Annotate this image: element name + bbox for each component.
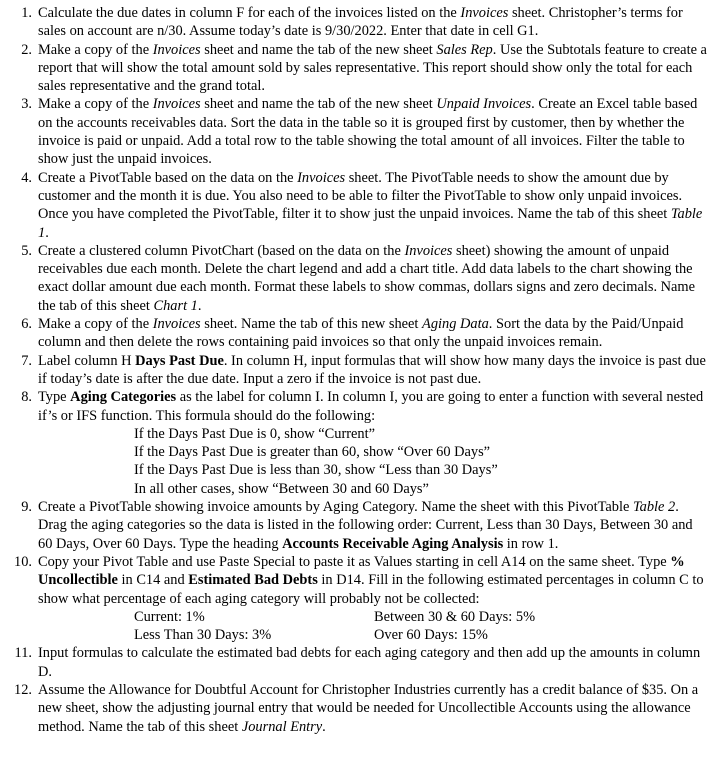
italic-term: Invoices	[404, 242, 453, 259]
text-run: Create a PivotTable showing invoice amounts by Aging Category. Name the sheet with this PivotTable	[38, 499, 633, 516]
text-run: Make a copy of the	[38, 316, 153, 333]
text-run: sheet and name the tab of the new sheet	[200, 96, 437, 113]
task-text	[38, 96, 697, 167]
text-run: Type	[38, 389, 71, 406]
task-number: 8.	[21, 389, 32, 406]
task-number: 4.	[21, 169, 32, 186]
italic-term: Invoices	[460, 5, 509, 21]
text-run: . In column H, input formulas that will show how many days the invoice is past due if today’s date is after the due date. Input a zero if the invoice is not past due.	[38, 352, 706, 387]
text-run: Calculate the due dates in column F for each of the invoices listed on the	[38, 5, 461, 21]
task-number: 11.	[14, 645, 32, 662]
text-run: Make a copy of the	[38, 96, 153, 113]
task-text	[38, 682, 698, 735]
task-number: 3.	[21, 96, 32, 113]
task-text	[38, 353, 706, 387]
bold-term: Accounts Receivable Aging Analysis	[282, 535, 504, 552]
italic-term: Table 2	[632, 499, 676, 516]
task-text	[38, 5, 683, 39]
text-run: Create a PivotTable based on the data on the	[38, 169, 298, 186]
text-run: Label column H	[38, 352, 136, 369]
aging-rule-line: If the Days Past Due is greater than 60, show “Over 60 Days”	[134, 444, 491, 461]
task-number: 2.	[21, 41, 32, 58]
text-run: .	[322, 718, 326, 735]
percentage-cell: Between 30 & 60 Days: 5%	[374, 608, 536, 625]
task-item-11	[12, 644, 707, 681]
italic-term: Chart 1	[153, 297, 198, 314]
task-number: 6.	[21, 316, 32, 333]
text-run: in D14. Fill in the following estimated percentages in column C to show what percentage of each aging category will probably not be collected:	[38, 572, 704, 607]
task-text	[38, 499, 693, 552]
text-run: Input formulas to calculate the estimated bad debts for each aging category and then add up the amounts in column D.	[38, 645, 701, 680]
task-list	[12, 4, 707, 736]
task-item-4	[12, 169, 707, 242]
text-run: in C14 and	[117, 572, 189, 589]
aging-rule-line: If the Days Past Due is 0, show “Current”	[134, 425, 375, 442]
percentage-cell: Less Than 30 Days: 3%	[134, 627, 272, 644]
text-run: . Create an Excel table based on the accounts receivables data. Sort the data in the table so it is grouped first by customer, then by whether the invoice is paid or unpaid. Add a total row to the table showing the total amount of all invoices. Filter the table to show just the unpaid invoices.	[38, 96, 698, 168]
text-run: .	[45, 224, 49, 241]
task-text	[38, 645, 700, 679]
italic-term: Unpaid Invoices	[436, 96, 532, 113]
text-run: sheet. Christopher’s terms for sales on account are n/30. Assume today’s date is 9/30/2022. Enter that date in cell G1.	[38, 5, 683, 40]
task-number: 10.	[14, 553, 32, 570]
task-item-12	[12, 681, 707, 736]
italic-term: Invoices	[152, 96, 201, 113]
task-text	[38, 554, 704, 607]
task-item-8	[12, 388, 707, 498]
task-item-7	[12, 352, 707, 389]
task-item-5	[12, 242, 707, 315]
aging-rule-line: In all other cases, show “Between 30 and 60 Days”	[134, 480, 429, 497]
task-number: 7.	[21, 352, 32, 369]
task-text	[38, 42, 707, 95]
italic-term: Journal Entry	[241, 718, 323, 735]
text-run: sheet. Name the tab of this new sheet	[200, 316, 423, 333]
task-number: 5.	[21, 242, 32, 259]
italic-term: Invoices	[297, 169, 346, 186]
percentage-grid	[38, 608, 707, 645]
text-run: as the label for column I. In column I, you are going to enter a function with several nested if’s or IFS function. This formula should do the following:	[38, 389, 704, 424]
task-number: 12.	[14, 681, 32, 698]
text-run: . Sort the data by the Paid/Unpaid column and then delete the rows containing paid invoices so that only the unpaid invoices remain.	[38, 316, 684, 351]
task-item-3	[12, 95, 707, 168]
text-run: sheet. The PivotTable needs to show the amount due by customer and the month it is due. You also need to be able to filter the PivotTable to show only unpaid invoices. Once you have completed the PivotTable, filter it to show just the unpaid invoices. Name the tab of this sheet	[38, 169, 683, 223]
italic-term: Aging Data	[422, 316, 489, 333]
text-run: Create a clustered column PivotChart (based on the data on the	[38, 242, 405, 259]
task-item-1	[12, 4, 707, 41]
aging-rule-line: If the Days Past Due is less than 30, show “Less than 30 Days”	[134, 462, 498, 479]
task-text	[38, 316, 683, 350]
italic-term: Invoices	[152, 41, 201, 58]
task-text	[38, 389, 703, 423]
text-run: Make a copy of the	[38, 41, 153, 58]
task-item-6	[12, 315, 707, 352]
task-text	[38, 243, 695, 314]
percentage-cell: Over 60 Days: 15%	[374, 627, 488, 644]
text-run: Copy your Pivot Table and use Paste Special to paste it as Values starting in cell A14 on the same sheet. Type	[38, 553, 671, 570]
task-item-2	[12, 41, 707, 96]
task-item-10	[12, 553, 707, 644]
task-number: 1.	[21, 5, 32, 21]
text-run: . Drag the aging categories so the data is listed in the following order: Current, Less than 30 Days, Between 30 and 60 Days, Over 60 Days. Type the heading	[38, 499, 693, 552]
italic-term: Sales Rep	[436, 41, 493, 58]
text-run: sheet and name the tab of the new sheet	[200, 41, 437, 58]
bold-term: % Uncollectible	[38, 553, 685, 589]
percentage-cell: Current: 1%	[134, 608, 205, 625]
task-text	[38, 170, 702, 241]
text-run: Assume the Allowance for Doubtful Account for Christopher Industries currently has a credit balance of $35. On a new sheet, show the adjusting journal entry that would be needed for Uncollectible Accounts using the allowance method. Name the tab of this sheet	[38, 681, 699, 735]
bold-term: Estimated Bad Debts	[188, 572, 318, 589]
text-run: sheet) showing the amount of unpaid receivables due each month. Delete the chart legend and add a chart title. Add data labels to the chart showing the exact dollar amount due each month. Format these labels to show commas, dollars signs and zero decimals. Name the tab of this sheet	[38, 242, 695, 314]
italic-term: Table 1	[38, 206, 703, 241]
bold-term: Days Past Due	[135, 352, 224, 369]
text-run: in row 1.	[503, 535, 559, 552]
task-item-9	[12, 498, 707, 553]
text-run: .	[197, 297, 202, 314]
bold-term: Aging Categories	[70, 389, 177, 406]
italic-term: Invoices	[152, 316, 201, 333]
text-run: . Use the Subtotals feature to create a report that will show the total amount sold by sales representative. This report should show only the total for each sales representative and the grand total.	[38, 41, 707, 95]
task-number: 9.	[21, 499, 32, 516]
